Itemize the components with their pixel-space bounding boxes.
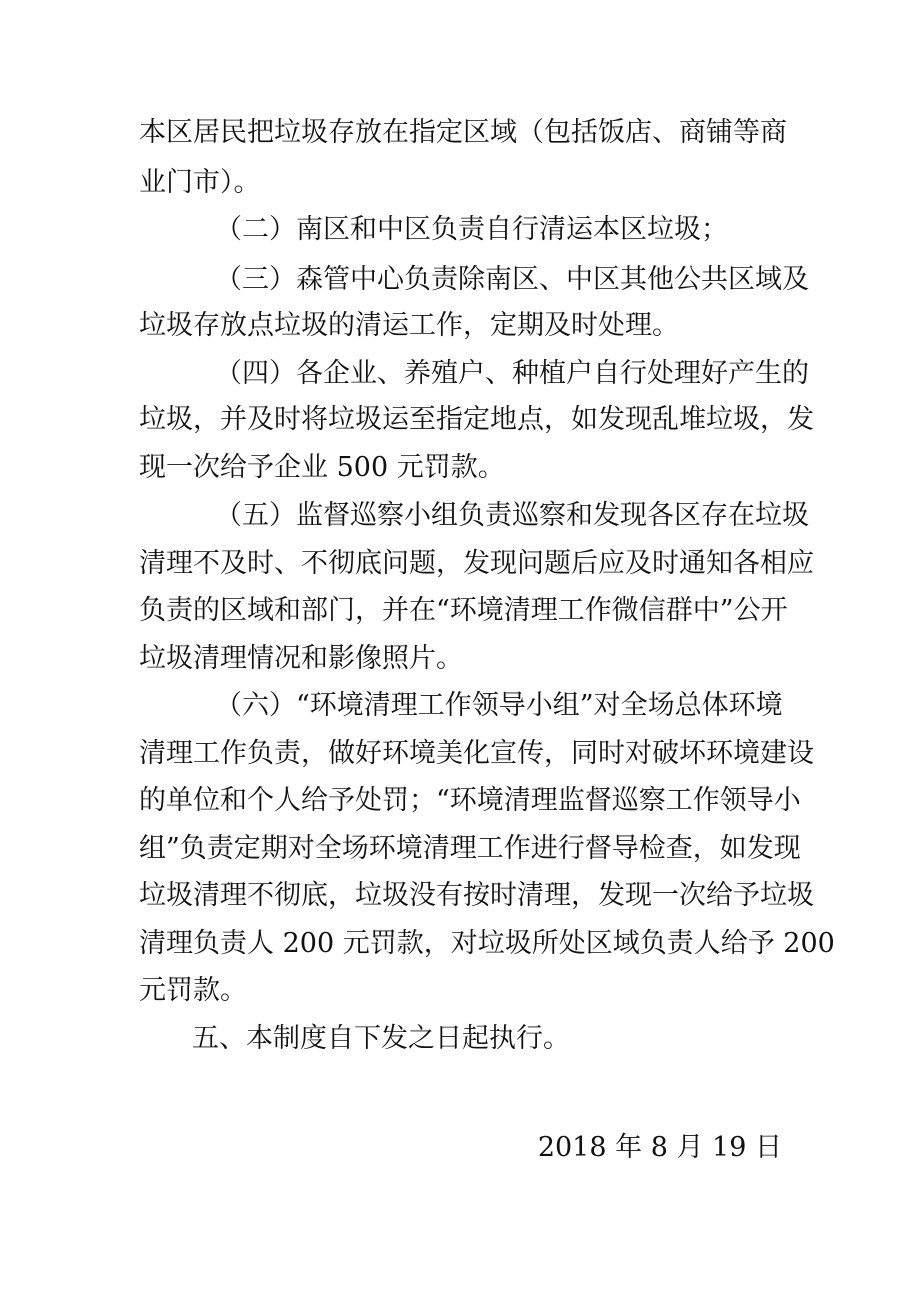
item-6-line: 组”负责定期对全场环境清理工作进行督导检查，如发现 <box>139 833 801 864</box>
paragraph-line: 业门市）。 <box>139 167 261 198</box>
item-6-line: （六）“环境清理工作领导小组”对全场总体环境 <box>215 690 783 721</box>
item-4-line: （四）各企业、养殖户、种植户自行处理好产生的 <box>215 358 809 389</box>
item-6-line: 清理工作负责，做好环境美化宣传，同时对破坏环境建设 <box>139 738 814 769</box>
document-date: 2018 年 8 月 19 日 <box>537 1132 782 1163</box>
item-5-line: 垃圾清理情况和影像照片。 <box>139 643 463 674</box>
item-2-line: （二）南区和中区负责自行清运本区垃圾； <box>215 214 728 245</box>
section-5-line: 五、本制度自下发之日起执行。 <box>192 1023 570 1054</box>
item-5-line: （五）监督巡察小组负责巡察和发现各区存在垃圾 <box>215 500 809 531</box>
item-6-line: 清理负责人 200 元罚款，对垃圾所处区域负责人给予 200 <box>139 928 835 959</box>
paragraph-line: 本区居民把垃圾存放在指定区域（包括饭店、商铺等商 <box>139 117 787 148</box>
item-5-line: 负责的区域和部门，并在“环境清理工作微信群中”公开 <box>139 595 788 626</box>
item-5-line: 清理不及时、不彻底问题，发现问题后应及时通知各相应 <box>139 548 814 579</box>
item-4-line: 现一次给予企业 500 元罚款。 <box>139 452 505 483</box>
item-6-line: 的单位和个人给予处罚；“环境清理监督巡察工作领导小 <box>139 785 801 816</box>
item-4-line: 垃圾，并及时将垃圾运至指定地点，如发现乱堆垃圾，发 <box>139 404 814 435</box>
item-3-line: （三）森管中心负责除南区、中区其他公共区域及 <box>215 264 809 295</box>
item-6-line: 元罚款。 <box>139 975 247 1006</box>
item-6-line: 垃圾清理不彻底，垃圾没有按时清理，发现一次给予垃圾 <box>139 880 814 911</box>
item-3-line: 垃圾存放点垃圾的清运工作，定期及时处理。 <box>139 310 679 341</box>
